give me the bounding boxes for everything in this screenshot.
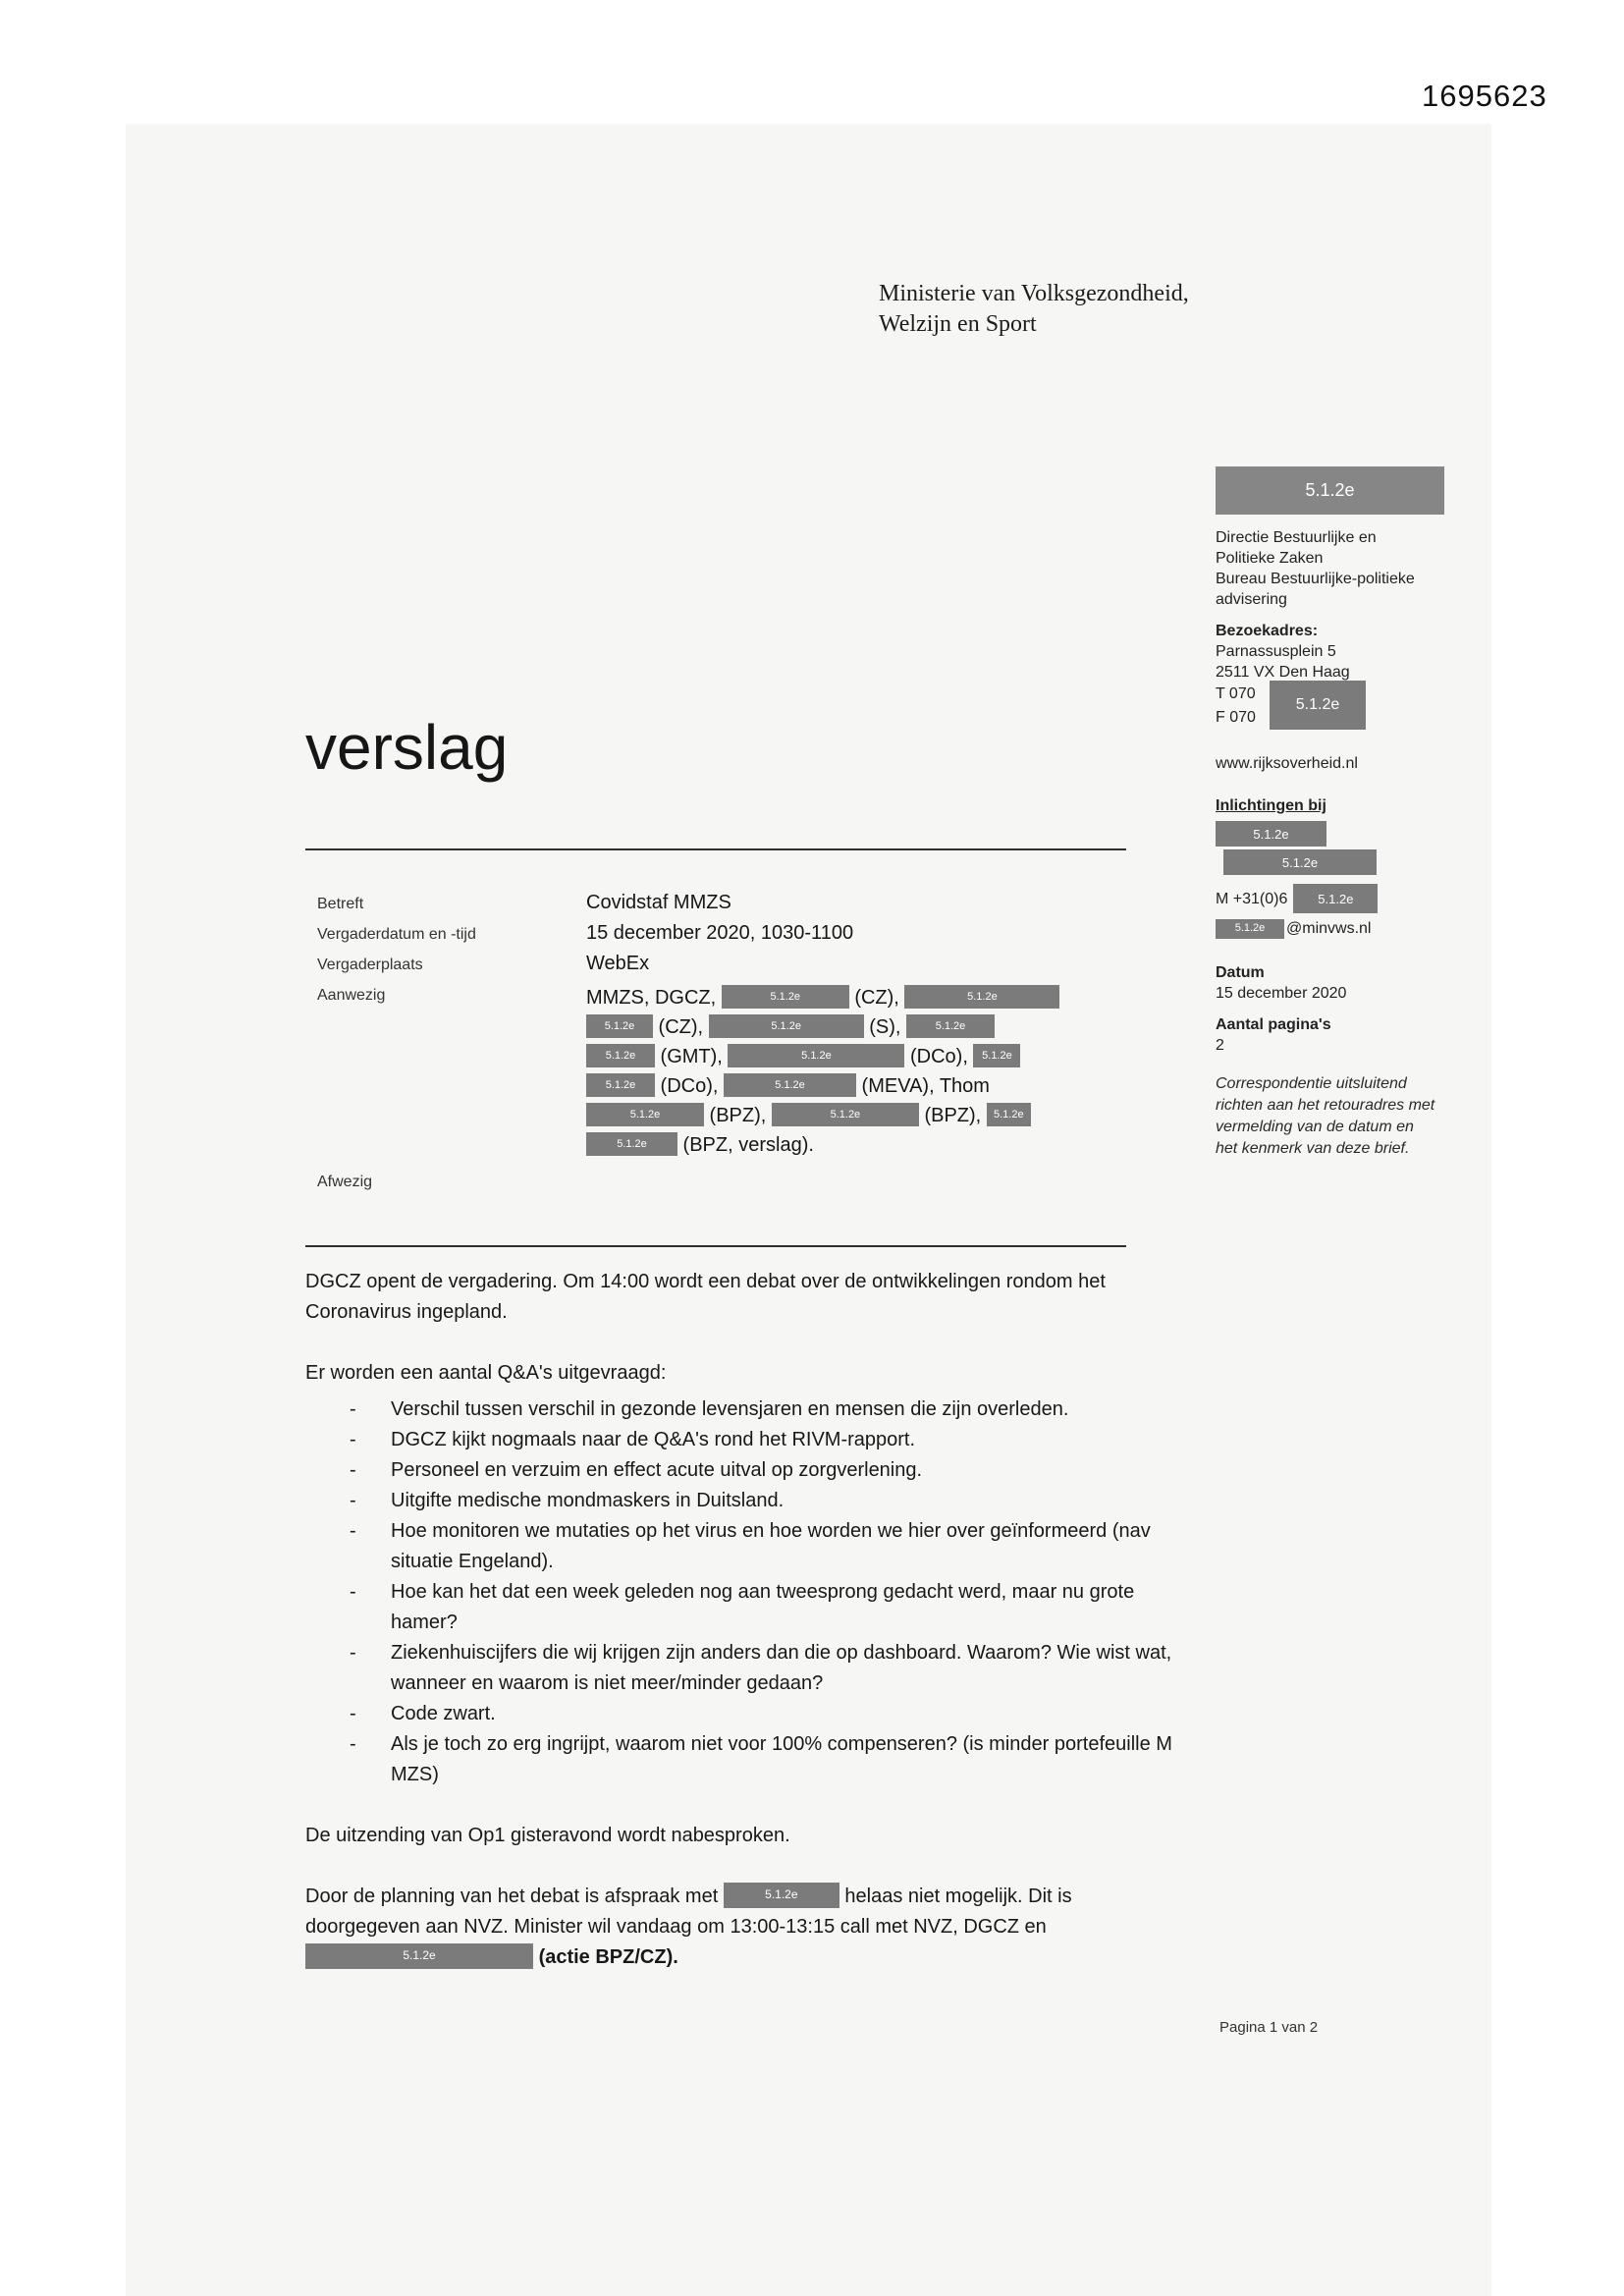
list-item: - Code zwart. xyxy=(305,1699,1181,1729)
redaction-box: 5.1.2e xyxy=(973,1044,1020,1067)
text-segment: (BPZ), xyxy=(918,1105,987,1126)
dash-marker: - xyxy=(350,1581,356,1603)
dash-marker: - xyxy=(350,1703,356,1724)
meta-row-betreft xyxy=(317,892,1220,914)
redaction-box: 5.1.2e xyxy=(1216,919,1284,939)
ministry-line-2: Welzijn en Sport xyxy=(879,311,1037,337)
dash-marker: - xyxy=(350,1429,356,1450)
redaction-box: 5.1.2e xyxy=(1293,884,1378,913)
redaction-box: 5.1.2e xyxy=(724,1883,839,1908)
phone-f: F 070 xyxy=(1216,709,1256,726)
email-suffix: @minvws.nl xyxy=(1286,920,1372,937)
list-item: - Ziekenhuiscijfers die wij krijgen zijn anders dan die op dashboard. Waarom? Wie wist wat, wanneer en waarom is niet meer/minder gedaan? xyxy=(305,1638,1181,1699)
dash-marker: - xyxy=(350,1490,356,1511)
page-title: verslag xyxy=(305,712,509,783)
visit-address-label: Bezoekadres: xyxy=(1216,623,1319,639)
paragraph-closing xyxy=(305,1882,1181,1973)
attendee-line xyxy=(586,1130,1059,1160)
aanwezig-label: Aanwezig xyxy=(317,987,386,1004)
page-number: Pagina 1 van 2 xyxy=(1219,2019,1319,2036)
mobile-line xyxy=(1216,884,1451,913)
redaction-box: 5.1.2e xyxy=(906,1014,995,1038)
redaction-box: 5.1.2e xyxy=(1216,466,1444,515)
redaction-box: 5.1.2e xyxy=(772,1103,919,1126)
attendee-line xyxy=(586,1101,1059,1130)
meta-row-aanwezig xyxy=(317,983,1220,1160)
correspondence-note: Correspondentie uitsluitend richten aan het retouradres met vermelding van de datum en het kenmerk van deze brief. xyxy=(1216,1075,1435,1157)
redaction-box: 5.1.2e xyxy=(1216,821,1326,847)
redaction-box: 5.1.2e xyxy=(724,1073,856,1097)
dash-marker: - xyxy=(350,1459,356,1481)
paragraph-opening: DGCZ opent de vergadering. Om 14:00 wordt een debat over de ontwikkelingen rondom het Coronavirus ingepland. xyxy=(305,1271,1106,1323)
redaction-box: 5.1.2e xyxy=(1223,849,1377,875)
body-text xyxy=(305,1267,1181,2003)
email-line xyxy=(1216,918,1451,939)
document-page xyxy=(126,124,1491,2296)
meeting-meta xyxy=(317,892,1220,1199)
redaction-box: 5.1.2e xyxy=(305,1943,533,1969)
attendee-line xyxy=(586,983,1059,1012)
phone-t: T 070 xyxy=(1216,685,1256,702)
paragraph-qa-intro: Er worden een aantal Q&A's uitgevraagd: xyxy=(305,1362,667,1384)
phone-block xyxy=(1216,683,1451,730)
dash-marker: - xyxy=(350,1642,356,1664)
redaction-box: 5.1.2e xyxy=(709,1014,864,1038)
plaats-value: WebEx xyxy=(586,953,650,974)
redaction-box: 5.1.2e xyxy=(1270,681,1366,730)
website-url: www.rijksoverheid.nl xyxy=(1216,755,1358,772)
list-item: - Als je toch zo erg ingrijpt, waarom niet voor 100% compenseren? (is minder portefeuille M MZS) xyxy=(305,1729,1181,1790)
text-segment: (CZ), xyxy=(848,987,905,1009)
ministry-header xyxy=(879,279,1189,340)
betreft-value: Covidstaf MMZS xyxy=(586,892,731,913)
datum-label: Vergaderdatum en -tijd xyxy=(317,926,476,943)
redaction-box: 5.1.2e xyxy=(586,1044,655,1067)
text-segment: (MEVA), Thom xyxy=(856,1075,990,1097)
text-segment: (DCo), xyxy=(904,1046,974,1067)
contact-label: Inlichtingen bij xyxy=(1216,797,1326,814)
org-line: advisering xyxy=(1216,591,1287,608)
redaction-box: 5.1.2e xyxy=(586,1132,677,1156)
text-segment: (actie BPZ/CZ). xyxy=(538,1946,678,1968)
text-segment: Door de planning van het debat is afspraak met xyxy=(305,1886,724,1907)
text-segment: (GMT), xyxy=(655,1046,729,1067)
redaction-box: 5.1.2e xyxy=(728,1044,904,1067)
afwezig-label: Afwezig xyxy=(317,1174,373,1190)
dash-marker: - xyxy=(350,1733,356,1755)
list-item: - Uitgifte medische mondmaskers in Duitsland. xyxy=(305,1486,1181,1516)
list-item: - Verschil tussen verschil in gezonde levensjaren en mensen die zijn overleden. xyxy=(305,1394,1181,1425)
text-segment: helaas niet mogelijk. Dit is doorgegeven aan NVZ. Minister wil vandaag om 13:00-13:15 call met NVZ, DGCZ en xyxy=(305,1886,1072,1938)
org-line: Politieke Zaken xyxy=(1216,550,1324,567)
qa-bullet-list xyxy=(305,1394,1181,1790)
redaction-box: 5.1.2e xyxy=(586,1103,704,1126)
divider-bottom xyxy=(305,1245,1126,1247)
text-segment: (CZ), xyxy=(653,1016,709,1038)
pages-value: 2 xyxy=(1216,1037,1224,1054)
text-segment: (DCo), xyxy=(655,1075,724,1097)
org-line: Directie Bestuurlijke en xyxy=(1216,529,1377,546)
redaction-box: 5.1.2e xyxy=(904,985,1059,1009)
dash-marker: - xyxy=(350,1520,356,1542)
redaction-box: 5.1.2e xyxy=(987,1103,1031,1126)
list-item: - DGCZ kijkt nogmaals naar de Q&A's rond het RIVM-rapport. xyxy=(305,1425,1181,1455)
text-segment: (S), xyxy=(863,1016,906,1038)
list-item: - Hoe kan het dat een week geleden nog aan tweesprong gedacht werd, maar nu grote hamer? xyxy=(305,1577,1181,1638)
list-item: - Hoe monitoren we mutaties op het virus en hoe worden we hier over geïnformeerd (nav situatie Engeland). xyxy=(305,1516,1181,1577)
visit-address-city: 2511 VX Den Haag xyxy=(1216,664,1350,681)
plaats-label: Vergaderplaats xyxy=(317,957,423,973)
meta-row-datum xyxy=(317,922,1220,945)
attendee-line xyxy=(586,1012,1059,1042)
redaction-box: 5.1.2e xyxy=(722,985,849,1009)
org-line: Bureau Bestuurlijke-politieke xyxy=(1216,571,1415,587)
redaction-box: 5.1.2e xyxy=(586,1014,653,1038)
pages-label: Aantal pagina's xyxy=(1216,1016,1331,1033)
divider-top xyxy=(305,848,1126,850)
text-segment: (BPZ, verslag). xyxy=(677,1134,814,1156)
letterhead-sidebar xyxy=(1216,466,1451,1160)
mobile-prefix: M +31(0)6 xyxy=(1216,890,1288,907)
datum-value: 15 december 2020, 1030-1100 xyxy=(586,922,854,944)
text-segment: (BPZ), xyxy=(704,1105,772,1126)
meta-row-afwezig xyxy=(317,1170,1220,1191)
dash-marker: - xyxy=(350,1398,356,1420)
betreft-label: Betreft xyxy=(317,896,364,912)
paragraph-op1: De uitzending van Op1 gisteravond wordt nabesproken. xyxy=(305,1825,790,1846)
visit-address-street: Parnassusplein 5 xyxy=(1216,643,1336,660)
redaction-box: 5.1.2e xyxy=(586,1073,655,1097)
date-label: Datum xyxy=(1216,964,1265,981)
date-value: 15 december 2020 xyxy=(1216,985,1347,1002)
ministry-line-1: Ministerie van Volksgezondheid, xyxy=(879,281,1189,306)
list-item: - Personeel en verzuim en effect acute uitval op zorgverlening. xyxy=(305,1455,1181,1486)
aanwezig-value xyxy=(586,983,1059,1160)
meta-row-plaats xyxy=(317,953,1220,975)
text-segment: MMZS, DGCZ, xyxy=(586,987,722,1009)
document-number: 1695623 xyxy=(1422,79,1547,113)
attendee-line xyxy=(586,1071,1059,1101)
attendee-line xyxy=(586,1042,1059,1071)
